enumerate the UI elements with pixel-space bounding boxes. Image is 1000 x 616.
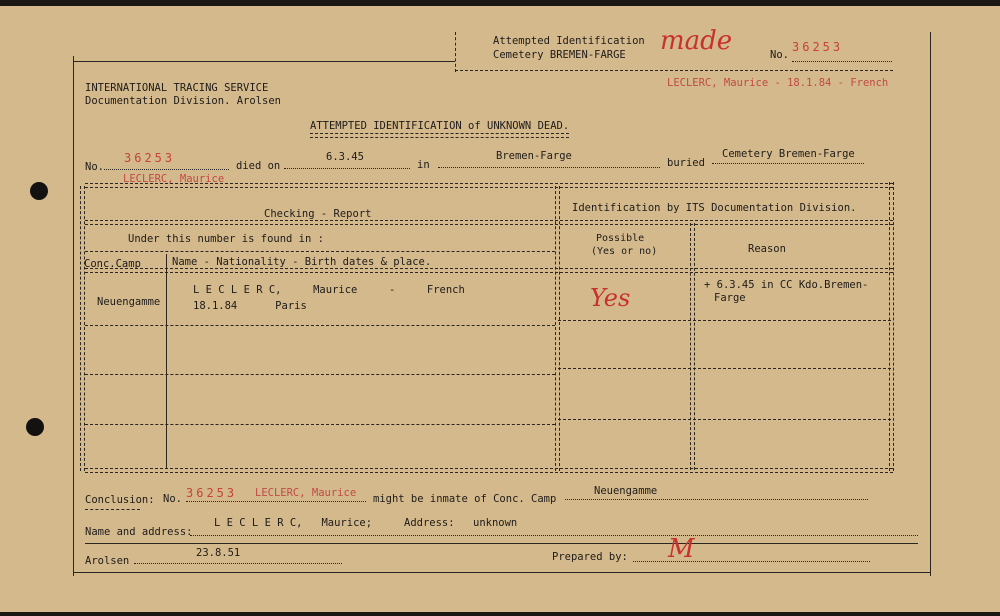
died-on-label: died on <box>236 160 281 172</box>
top-box-no-dots <box>792 61 892 62</box>
buried-label: buried <box>667 157 705 169</box>
died-on-dots <box>284 168 410 169</box>
conclusion-under-line <box>85 509 140 510</box>
top-box-line1: Attempted Identification <box>493 35 645 47</box>
punch-hole-bottom <box>26 418 44 436</box>
row1-name-line2: 18.1.84 Paris <box>193 300 307 312</box>
table-reason-divider <box>690 223 695 470</box>
date-value: 23.8.51 <box>196 547 241 559</box>
date-dots <box>134 563 342 564</box>
col-possible-line2: (Yes or no) <box>591 246 658 257</box>
table-top-line <box>85 183 893 188</box>
person-ref: LECLERC, Maurice - 18.1.84 - French <box>667 77 889 89</box>
row-separator-1-right <box>558 320 891 321</box>
conclusion-camp-dots <box>565 499 868 500</box>
record-no-label: No. <box>85 161 104 173</box>
conclusion-no-value: 36253 <box>186 486 238 500</box>
row-separator-3-right <box>558 419 891 420</box>
col-possible-line1: Possible <box>596 233 645 244</box>
name-address-under-line <box>85 543 918 544</box>
row1-name-line1: L E C L E R C, Maurice - French <box>193 284 465 296</box>
prepared-signature: M <box>668 534 695 564</box>
row-separator-2 <box>85 374 555 375</box>
conclusion-inmate-text: might be inmate of Conc. Camp <box>373 493 557 505</box>
identification-heading: Identification by ITS Documentation Division. <box>572 202 857 214</box>
col-camp-heading: Conc.Camp <box>84 258 141 270</box>
in-value: Bremen-Farge <box>496 150 572 162</box>
top-box-line2: Cemetery BREMEN-FARGE <box>493 49 626 61</box>
table-camp-divider <box>166 254 167 469</box>
name-value: L E C L E R C, Maurice; <box>214 517 373 529</box>
prepared-label: Prepared by: <box>552 551 628 563</box>
title-underline <box>310 133 569 138</box>
in-label: in <box>417 159 430 171</box>
record-no-value: 36253 <box>124 151 176 165</box>
header-separator-line <box>85 220 893 225</box>
record-no-dots <box>104 169 229 170</box>
row-separator-2-right <box>558 368 891 369</box>
top-box-no-label: No. <box>770 49 789 61</box>
name-address-label: Name and address: <box>85 526 193 538</box>
column-header-bottom-line <box>85 268 893 273</box>
top-box-bottom-line <box>455 70 893 71</box>
row1-reason-line1: + 6.3.45 in CC Kdo.Bremen- <box>704 279 869 291</box>
record-name-red: LECLERC, Maurice <box>123 173 225 185</box>
buried-dots <box>712 163 864 164</box>
conclusion-label: Conclusion: <box>85 494 155 506</box>
frame-top-line <box>73 61 455 62</box>
document-title: ATTEMPTED IDENTIFICATION of UNKNOWN DEAD. <box>310 120 570 132</box>
died-on-value: 6.3.45 <box>326 151 364 163</box>
row-separator-1 <box>85 325 555 326</box>
document-card <box>0 6 1000 612</box>
conclusion-no-label: No. <box>163 493 182 505</box>
row-separator-3 <box>85 424 555 425</box>
conclusion-camp-value: Neuengamme <box>594 485 658 497</box>
col-name-heading: Name - Nationality - Birth dates & place. <box>172 256 432 268</box>
top-box-left-line <box>455 32 456 72</box>
under-number-separator <box>85 251 555 252</box>
checking-report-heading: Checking - Report <box>264 208 372 220</box>
org-line1: INTERNATIONAL TRACING SERVICE <box>85 82 269 94</box>
buried-value: Cemetery Bremen-Farge <box>722 148 855 160</box>
conclusion-no-dots <box>186 501 366 502</box>
frame-right-line <box>930 32 931 576</box>
conclusion-name-red: LECLERC, Maurice <box>255 487 357 499</box>
address-value: unknown <box>473 517 518 529</box>
table-middle-line <box>555 186 560 471</box>
frame-left-line <box>73 56 74 576</box>
table-right-line <box>889 182 894 471</box>
row1-possible-handwritten: Yes <box>590 284 631 312</box>
top-box-handwritten-made: made <box>660 26 733 56</box>
place-label: Arolsen <box>85 555 130 567</box>
top-box-no-value: 36253 <box>792 40 844 54</box>
in-dots <box>438 167 660 168</box>
row1-reason-line2: Farge <box>714 292 746 304</box>
address-label: Address: <box>404 517 455 529</box>
frame-bottom-line <box>73 572 931 573</box>
org-line2: Documentation Division. Arolsen <box>85 95 281 107</box>
punch-hole-top <box>30 182 48 200</box>
row1-camp: Neuengamme <box>97 296 161 308</box>
table-left-line <box>80 186 85 471</box>
under-number-heading: Under this number is found in : <box>128 233 324 245</box>
name-address-dots <box>190 535 918 536</box>
table-bottom-line <box>85 468 893 473</box>
col-reason-heading: Reason <box>748 243 786 255</box>
